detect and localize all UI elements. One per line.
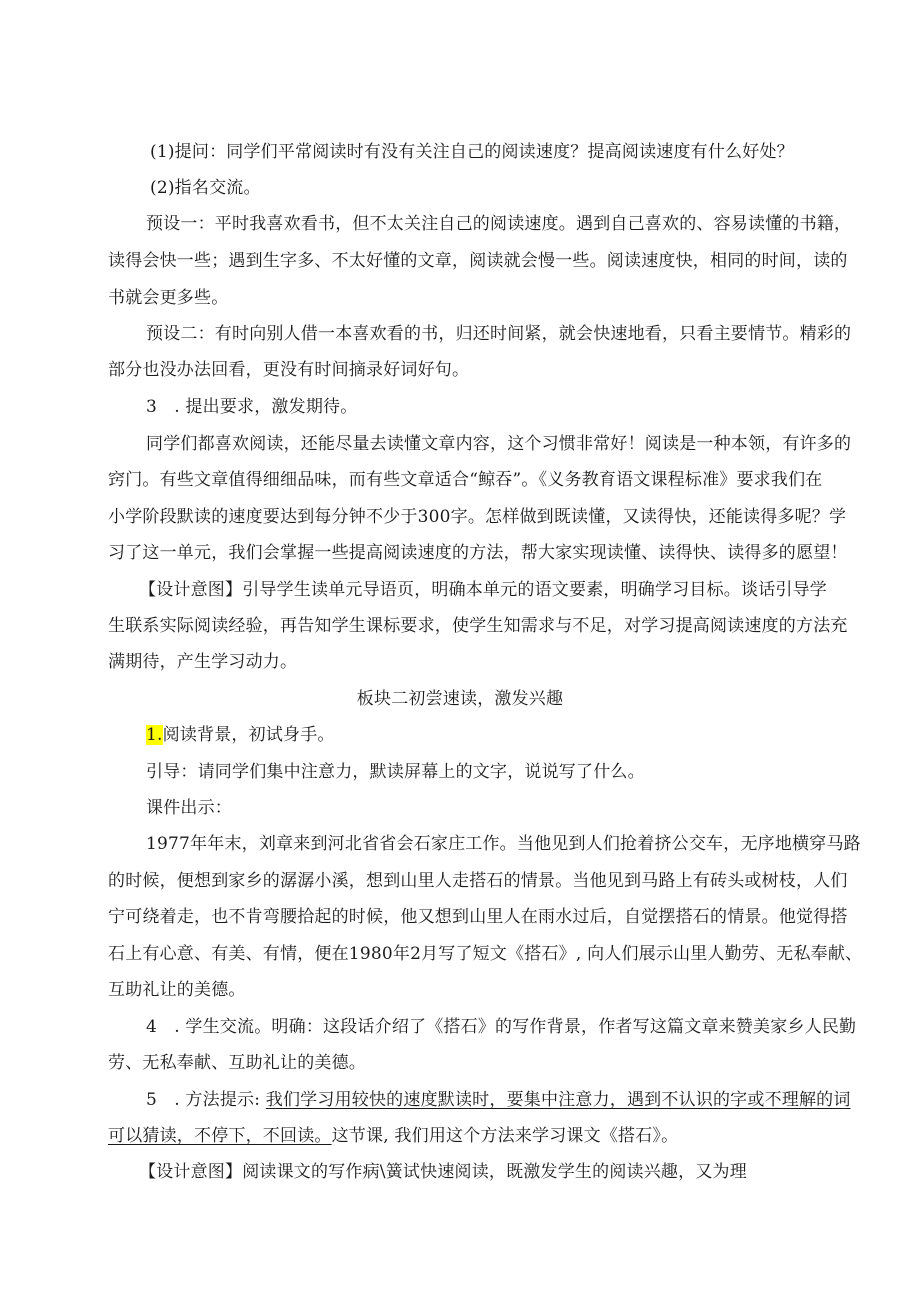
step-1-heading <box>146 723 886 747</box>
design-intent-2-line-1: 【设计意图】阅读课文的写作病\簧试快速阅读，既激发学生的阅读兴趣，又为理 <box>139 1162 747 1182</box>
step-5-rest: 这节课, 我们用这个方法来学习课文《搭石》。 <box>331 1126 679 1146</box>
intro-paragraph-line-1: 同学们都喜欢阅读，还能尽量去读懂文章内容，这个习惯非常好！阅读是一种本领，有许多的 <box>146 434 852 454</box>
step-1-text: 阅读背景，初试身手。 <box>162 725 335 745</box>
background-passage-line-1: 1977年年末，刘章来到河北省省会石家庄工作。当他见到人们抢着挤公交车，无序地横穿马路 <box>146 834 861 854</box>
background-passage-line-4: 石上有心意、有美、有情，便在1980年2月写了短文《搭石》, 向人们展示山里人勤劳、无私奉献、 <box>108 944 863 964</box>
preset-one-line-2: 读得会快一些；遇到生字多、不太好懂的文章，阅读就会慢一些。阅读速度快，相同的时间，读的 <box>108 251 848 271</box>
intro-paragraph-line-4: 习了这一单元，我们会掌握一些提高阅读速度的方法，帮大家实现读懂、读得快、读得多的愿望！ <box>108 543 848 563</box>
exchange-line: (2)指名交流。 <box>150 178 261 198</box>
section-heading: 板块二初尝速读，激发兴趣 <box>356 689 564 709</box>
method-tip-underlined-2: 可以猜读，不停下，不回读。 <box>108 1126 332 1146</box>
background-passage-line-3: 宁可绕着走，也不肯弯腰拾起的时候，他又想到山里人在雨水过后，自觉摆搭石的情景。他觉得搭 <box>108 907 848 927</box>
step-5-line-1 <box>146 1088 886 1112</box>
intro-paragraph-line-2: 窍门。有些文章值得细细品味，而有些文章适合“鲸吞”。《义务教育语文课程标准》要求我们在 <box>108 470 823 490</box>
step-3-heading: 3 . 提出要求，激发期待。 <box>146 397 358 417</box>
background-passage-line-2: 的时候，便想到家乡的潺潺小溪，想到山里人走搭石的情景。当他见到马路上有砖头或树枝，人们 <box>108 871 848 891</box>
preset-two-line-1: 预设二：有时向别人借一本喜欢看的书，归还时间紧，就会快速地看，只看主要情节。精彩的 <box>146 324 852 344</box>
step-4-line-1: 4 . 学生交流。明确：这段话介绍了《搭石》的写作背景，作者写这篇文章来赞美家乡人民勤 <box>146 1017 857 1037</box>
design-intent-line-3: 满期待，产生学习动力。 <box>108 652 298 672</box>
question-line: (1)提问：同学们平常阅读时有没有关注自己的阅读速度？提高阅读速度有什么好处？ <box>150 142 794 162</box>
intro-paragraph-line-3: 小学阶段默读的速度要达到每分钟不少于300字。怎样做到既读懂，又读得快，还能读得多呢？学 <box>108 507 847 527</box>
highlighted-step-number: 1. <box>146 725 163 745</box>
method-tip-underlined-1: 我们学习用较快的速度默读时，要集中注意力，遇到不认识的字或不理解的词 <box>265 1090 851 1110</box>
step-5-prefix: 5 . 方法提示: <box>146 1090 266 1110</box>
preset-one-line-3: 书就会更多些。 <box>108 288 229 308</box>
step-4-line-2: 劳、无私奉献、互助礼让的美德。 <box>108 1053 366 1073</box>
background-passage-line-5: 互助礼让的美德。 <box>108 980 246 1000</box>
step-5-line-2 <box>108 1124 848 1148</box>
design-intent-line-2: 生联系实际阅读经验，再告知学生课标要求，使学生知需求与不足，对学习提高阅读速度的方法充 <box>108 616 848 636</box>
guide-line: 引导：请同学们集中注意力，默读屏幕上的文字，说说写了什么。 <box>146 762 645 782</box>
preset-one-line-1: 预设一：平时我喜欢看书，但不太关注自己的阅读速度。遇到自己喜欢的、容易读懂的书籍， <box>146 214 852 234</box>
preset-two-line-2: 部分也没办法回看，更没有时间摘录好词好句。 <box>108 360 470 380</box>
design-intent-line-1: 【设计意图】引导学生读单元导语页，明确本单元的语文要素，明确学习目标。谈话引导学 <box>139 580 827 600</box>
courseware-label: 课件出示： <box>146 798 232 818</box>
